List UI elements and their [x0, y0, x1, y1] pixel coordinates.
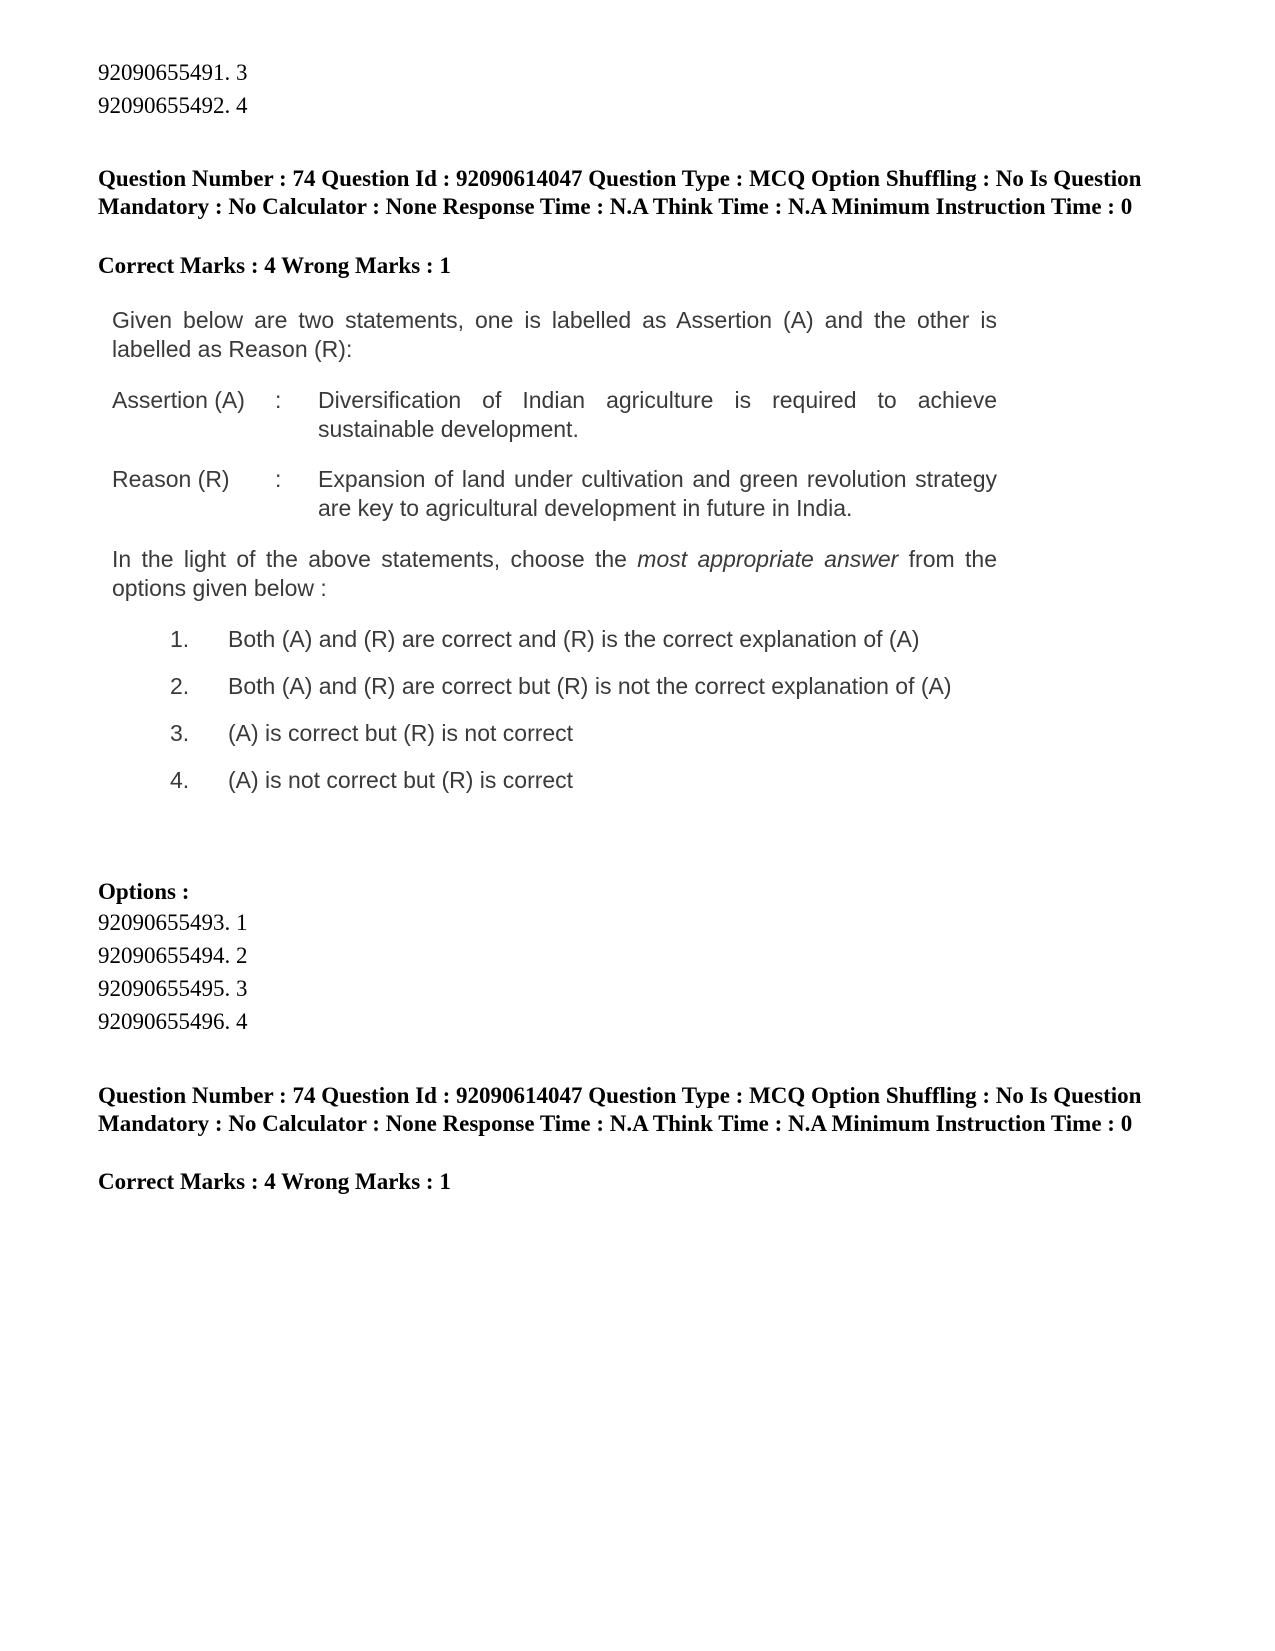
question-body — [112, 306, 997, 813]
colon: : — [275, 466, 282, 492]
option-line: 92090655495. 3 — [98, 976, 248, 1001]
assertion-text: Diversification of Indian agriculture is required to achieve sustainable development. — [318, 387, 997, 442]
choice-number: 1. — [170, 626, 190, 652]
instruction-post: from the options given below : — [112, 546, 997, 601]
option-line: 92090655491. 3 — [98, 60, 248, 85]
option-line: 92090655493. 1 — [98, 910, 248, 935]
assertion-label: Assertion (A) — [112, 387, 245, 413]
question-meta: Question Number : 74 Question Id : 92090614047 Question Type : MCQ Option Shuffling : No Is Question Mandatory : No Calculator : None Response Time : N.A Think Time : N.A Minimum Instruction Time : 0 — [98, 1083, 1142, 1136]
choice-item — [170, 719, 997, 748]
choice-text: Both (A) and (R) are correct but (R) is not the correct explanation of (A) — [228, 673, 952, 699]
option-line: 92090655494. 2 — [98, 943, 248, 968]
choice-text: Both (A) and (R) are correct and (R) is the correct explanation of (A) — [228, 626, 920, 652]
choice-number: 4. — [170, 767, 190, 793]
question-marks: Correct Marks : 4 Wrong Marks : 1 — [98, 1169, 451, 1194]
colon: : — [275, 387, 282, 413]
instruction-pre: In the light of the above statements, choose the — [112, 546, 638, 572]
options-heading: Options : — [98, 879, 190, 904]
reason-text: Expansion of land under cultivation and green revolution strategy are key to agricultural development in future in India. — [318, 466, 997, 521]
question-instruction — [112, 545, 997, 603]
choice-text: (A) is not correct but (R) is correct — [228, 767, 574, 793]
choice-item — [170, 625, 997, 654]
choice-text: (A) is correct but (R) is not correct — [228, 720, 574, 746]
reason-label: Reason (R) — [112, 466, 230, 492]
option-line: 92090655492. 4 — [98, 93, 248, 118]
reason-statement — [112, 465, 997, 523]
instruction-emphasis: most appropriate answer — [637, 546, 899, 572]
question-intro: Given below are two statements, one is labelled as Assertion (A) and the other is labelled as Reason (R): — [112, 307, 997, 362]
question-marks: Correct Marks : 4 Wrong Marks : 1 — [98, 253, 451, 278]
answer-choices — [170, 625, 997, 795]
choice-number: 3. — [170, 720, 190, 746]
choice-item — [170, 766, 997, 795]
choice-item — [170, 672, 997, 701]
choice-number: 2. — [170, 673, 190, 699]
assertion-statement — [112, 386, 997, 444]
option-line: 92090655496. 4 — [98, 1009, 248, 1034]
question-meta: Question Number : 74 Question Id : 92090614047 Question Type : MCQ Option Shuffling : No Is Question Mandatory : No Calculator : None Response Time : N.A Think Time : N.A Minimum Instruction Time : 0 — [98, 166, 1142, 219]
